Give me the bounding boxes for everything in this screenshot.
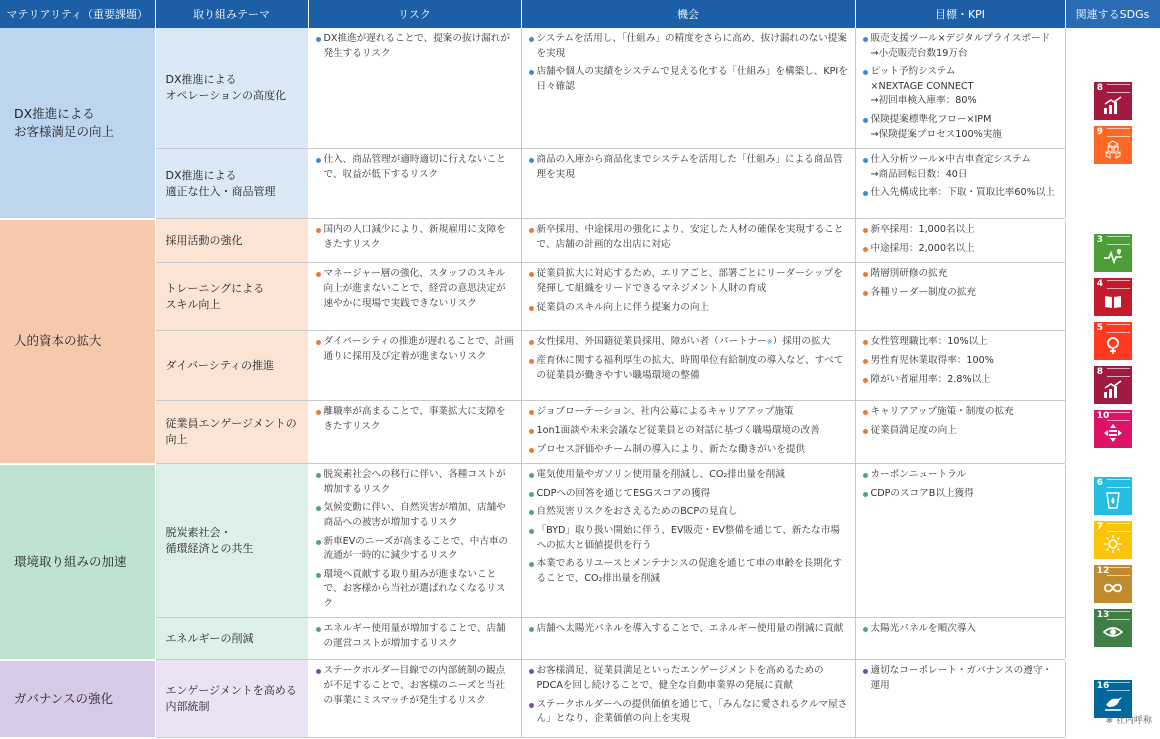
sdg-goal-label-mark [1107, 280, 1130, 289]
opportunity-item: 女性採用、外国籍従業員採用、障がい者（パートナー※）採用の拡大 [528, 335, 849, 350]
opportunity-item: システムを活用し、「仕組み」の精度をさらに高め、抜け漏れのない提案を実現 [528, 32, 849, 61]
opportunity-cell [521, 149, 855, 219]
table-row [0, 618, 1160, 660]
sdg-goal-number: 4 [1097, 279, 1103, 289]
risk-cell [308, 464, 521, 618]
opportunity-item: 従業員拡大に対応するため、エリアごと、部署ごとにリーダーシップを発揮して組織をリードできるマネジメント人財の育成 [528, 267, 849, 296]
opportunity-list [528, 335, 849, 383]
theme-cell: エンゲージメントを高める 内部統制 [155, 660, 308, 738]
sdg-goal-number: 9 [1097, 127, 1103, 137]
sdg-icon-stack [1066, 82, 1160, 164]
risk-item: 脱炭素社会への移行に伴い、各種コストが増加するリスク [315, 468, 515, 497]
kpi-cell [855, 660, 1065, 738]
risk-list [315, 664, 515, 708]
sdg-goal-6-icon [1094, 477, 1132, 515]
kpi-cell [855, 28, 1065, 149]
kpi-list [862, 267, 1059, 300]
opportunity-item: ステークホルダーへの提供価値を通じて、「みんなに愛されるクルマ屋さん」となり、企業価値の向上を実現 [528, 698, 849, 727]
sdg-goal-label-mark [1107, 412, 1130, 421]
risk-list [315, 335, 515, 364]
kpi-item: 各種リーダー制度の拡充 [862, 286, 1059, 301]
table-row [0, 660, 1160, 738]
risk-list [315, 223, 515, 252]
theme-cell: 脱炭素社会・ 循環経済との共生 [155, 464, 308, 618]
kpi-list [862, 223, 1059, 256]
opportunity-list [528, 405, 849, 457]
sdg-goal-8-icon [1094, 82, 1132, 120]
kpi-list [862, 664, 1059, 693]
kpi-cell [855, 149, 1065, 219]
footnote-mark: ※ [767, 338, 773, 346]
kpi-item: 保険提案標準化フロー×IPM →保険提案プロセス100%実施 [862, 113, 1059, 142]
opportunity-list [528, 153, 849, 182]
theme-cell: エネルギーの削減 [155, 618, 308, 660]
kpi-item: 従業員満足度の向上 [862, 424, 1059, 439]
sdg-goal-label-mark [1107, 611, 1130, 620]
opportunity-item: 本業であるリユースとメンテナンスの促進を通じて車の車齢を長期化することで、CO₂排出量を削減 [528, 557, 849, 586]
sdg-goal-label-mark [1107, 682, 1130, 691]
kpi-list [862, 153, 1059, 201]
table-header [0, 0, 1160, 28]
kpi-cell [855, 401, 1065, 464]
theme-cell: トレーニングによる スキル向上 [155, 263, 308, 331]
kpi-cell [855, 618, 1065, 660]
sdg-goal-3-icon [1094, 234, 1132, 272]
theme-cell: DX推進による オペレーションの高度化 [155, 28, 308, 149]
opportunity-cell [521, 464, 855, 618]
header-materiality: マテリアリティ（重要課題） [0, 0, 155, 28]
sdg-goal-label-mark [1107, 236, 1130, 245]
footnote: ※ 社内呼称 [1106, 713, 1152, 726]
risk-cell [308, 331, 521, 401]
header-kpi: 目標・KPI [855, 0, 1065, 28]
sdg-goal-number: 12 [1097, 566, 1110, 576]
risk-list [315, 32, 515, 61]
opportunity-item: 1on1面談や未来会議など従業員との対話に基づく職場環境の改善 [528, 424, 849, 439]
sdg-goal-label-mark [1107, 84, 1130, 93]
opportunity-cell [521, 660, 855, 738]
opportunity-cell [521, 331, 855, 401]
materiality-cell: 人的資本の拡大 [0, 219, 155, 464]
sdg-icon-stack [1066, 234, 1160, 448]
sdg-goal-label-mark [1107, 479, 1130, 488]
sdg-goal-13-icon [1094, 609, 1132, 647]
sdg-goal-label-mark [1107, 567, 1130, 576]
opportunity-item: 自然災害リスクをおさえるためのBCPの見直し [528, 505, 849, 520]
opportunity-item: 従業員のスキル向上に伴う提案力の向上 [528, 301, 849, 316]
sdg-goal-number: 3 [1097, 235, 1103, 245]
sdg-goal-number: 6 [1097, 478, 1103, 488]
sdg-goal-label-mark [1107, 523, 1130, 532]
header-risk: リスク [308, 0, 521, 28]
theme-cell: DX推進による 適正な仕入・商品管理 [155, 149, 308, 219]
kpi-item: キャリアアップ施策・制度の拡充 [862, 405, 1059, 420]
table-row [0, 401, 1160, 464]
sdg-goal-number: 7 [1097, 522, 1103, 532]
opportunity-list [528, 622, 849, 637]
opportunity-item: お客様満足、従業員満足といったエンゲージメントを高めるためのPDCAを回し続けることで、健全な自動車業界の発展に貢献 [528, 664, 849, 693]
kpi-item: 適切なコーポレート・ガバナンスの遵守・運用 [862, 664, 1059, 693]
kpi-item: 中途採用：2,000名以上 [862, 242, 1059, 257]
table-row [0, 149, 1160, 219]
sdg-goal-number: 8 [1097, 367, 1103, 377]
sdg-goal-4-icon [1094, 278, 1132, 316]
kpi-cell [855, 331, 1065, 401]
sdgs-cell [1065, 464, 1160, 660]
risk-item: 気候変動に伴い、自然災害が増加、店舗や商品への被害が増加するリスク [315, 501, 515, 530]
kpi-item: 階層別研修の拡充 [862, 267, 1059, 282]
sdg-goal-12-icon [1094, 565, 1132, 603]
opportunity-item: 商品の入庫から商品化までシステムを活用した「仕組み」による商品管理を実現 [528, 153, 849, 182]
theme-cell: 採用活動の強化 [155, 219, 308, 263]
opportunity-list [528, 267, 849, 315]
opportunity-cell [521, 401, 855, 464]
materiality-cell: 環境取り組みの加速 [0, 464, 155, 660]
table-row [0, 331, 1160, 401]
sdg-goal-5-icon [1094, 322, 1132, 360]
opportunity-item: プロセス評価やチーム制の導入により、新たな働きがいを提供 [528, 443, 849, 458]
risk-cell [308, 28, 521, 149]
risk-list [315, 622, 515, 651]
risk-item: 仕入、商品管理が適時適切に行えないことで、収益が低下するリスク [315, 153, 515, 182]
risk-cell [308, 219, 521, 263]
theme-cell: 従業員エンゲージメントの 向上 [155, 401, 308, 464]
kpi-item: 太陽光パネルを順次導入 [862, 622, 1059, 637]
materiality-cell: ガバナンスの強化 [0, 660, 155, 738]
risk-item: 国内の人口減少により、新規雇用に支障をきたすリスク [315, 223, 515, 252]
kpi-item: 仕入先構成比率：下取・買取比率60%以上 [862, 186, 1059, 201]
opportunity-item: 「BYD」取り扱い開始に伴う、EV販売・EV整備を通じて、新たな市場への拡大と価値提供を行う [528, 524, 849, 553]
opportunity-item: 店舗や個人の実績をシステムで見える化する「仕組み」を構築し、KPIを日々確認 [528, 65, 849, 94]
header-sdgs: 関連するSDGs [1065, 0, 1160, 28]
opportunity-cell [521, 219, 855, 263]
kpi-item: 女性管理職比率：10%以上 [862, 335, 1059, 350]
kpi-list [862, 468, 1059, 501]
risk-item: 新車EVのニーズが高まることで、中古車の流通が一時的に減少するリスク [315, 535, 515, 564]
risk-list [315, 267, 515, 311]
opportunity-cell [521, 28, 855, 149]
sdg-goal-10-icon [1094, 410, 1132, 448]
risk-cell [308, 149, 521, 219]
sdgs-cell [1065, 660, 1160, 738]
risk-cell [308, 618, 521, 660]
opportunity-item: CDPへの回答を通じてESGスコアの獲得 [528, 487, 849, 502]
sdgs-cell [1065, 28, 1160, 219]
materiality-cell: DX推進による お客様満足の向上 [0, 28, 155, 219]
risk-cell [308, 263, 521, 331]
risk-item: マネージャー層の強化、スタッフのスキル向上が進まないことで、経営の意思決定が速やかに現場で実践できないリスク [315, 267, 515, 311]
kpi-item: 仕入分析ツール×中古車査定システム →商品回転日数：40日 [862, 153, 1059, 182]
header-theme: 取り組みテーマ [155, 0, 308, 28]
kpi-item: カーボンニュートラル [862, 468, 1059, 483]
sdg-goal-number: 16 [1097, 681, 1110, 691]
sdg-goal-label-mark [1107, 368, 1130, 377]
kpi-list [862, 622, 1059, 637]
kpi-item: 販売支援ツール×デジタルプライスボード →小売販売台数19万台 [862, 32, 1059, 61]
kpi-item: ピット予約システム ×NEXTAGE CONNECT →初回車検入庫率：80% [862, 65, 1059, 109]
opportunity-list [528, 468, 849, 586]
table-row [0, 263, 1160, 331]
opportunity-item: 店舗へ太陽光パネルを導入することで、エネルギー使用量の削減に貢献 [528, 622, 849, 637]
kpi-item: 男性育児休業取得率：100% [862, 354, 1059, 369]
sdg-goal-label-mark [1107, 128, 1130, 137]
risk-item: ステークホルダー目線での内部統制の観点が不足することで、お客様のニーズと当社の事業にミスマッチが発生するリスク [315, 664, 515, 708]
kpi-cell [855, 263, 1065, 331]
sdg-goal-number: 8 [1097, 83, 1103, 93]
table-row [0, 28, 1160, 149]
risk-item: 環境へ貢献する取り組みが進まないことで、お客様から当社が選ばれなくなるリスク [315, 568, 515, 612]
sdg-goal-number: 10 [1097, 411, 1110, 421]
risk-list [315, 468, 515, 611]
sdg-goal-9-icon [1094, 126, 1132, 164]
risk-list [315, 153, 515, 182]
kpi-list [862, 335, 1059, 387]
risk-cell [308, 660, 521, 738]
opportunity-item: ジョブローテーション、社内公募によるキャリアアップ施策 [528, 405, 849, 420]
kpi-item: 新卒採用：1,000名以上 [862, 223, 1059, 238]
sdg-goal-number: 13 [1097, 610, 1110, 620]
sdg-goal-label-mark [1107, 324, 1130, 333]
kpi-cell [855, 464, 1065, 618]
opportunity-list [528, 32, 849, 94]
opportunity-list [528, 664, 849, 726]
risk-item: 離職率が高まることで、事業拡大に支障をきたすリスク [315, 405, 515, 434]
opportunity-cell [521, 263, 855, 331]
opportunity-item: 新卒採用、中途採用の強化により、安定した人材の確保を実現することで、店舗の計画的な出店に対応 [528, 223, 849, 252]
risk-item: DX推進が遅れることで、提案の抜け漏れが発生するリスク [315, 32, 515, 61]
risk-list [315, 405, 515, 434]
table-row [0, 464, 1160, 618]
kpi-item: 障がい者雇用率：2.8%以上 [862, 373, 1059, 388]
opportunity-list [528, 223, 849, 252]
kpi-cell [855, 219, 1065, 263]
opportunity-cell [521, 618, 855, 660]
risk-cell [308, 401, 521, 464]
table-row [0, 219, 1160, 263]
header-opportunity: 機会 [521, 0, 855, 28]
kpi-list [862, 405, 1059, 438]
opportunity-item: 産育休に関する福利厚生の拡大、時間単位有給制度の導入など、すべての従業員が働きやすい職場環境の整備 [528, 354, 849, 383]
sdg-goal-8-icon [1094, 366, 1132, 404]
kpi-list [862, 32, 1059, 142]
sdg-goal-7-icon [1094, 521, 1132, 559]
risk-item: ダイバーシティの推進が遅れることで、計画通りに採用及び定着が進まないリスク [315, 335, 515, 364]
sdg-goal-number: 5 [1097, 323, 1103, 333]
theme-cell: ダイバーシティの推進 [155, 331, 308, 401]
kpi-item: CDPのスコアB以上獲得 [862, 487, 1059, 502]
opportunity-item: 電気使用量やガソリン使用量を削減し、CO₂排出量を削減 [528, 468, 849, 483]
sdgs-cell [1065, 219, 1160, 464]
risk-item: エネルギー使用量が増加することで、店舗の運営コストが増加するリスク [315, 622, 515, 651]
sdg-icon-stack [1066, 477, 1160, 647]
